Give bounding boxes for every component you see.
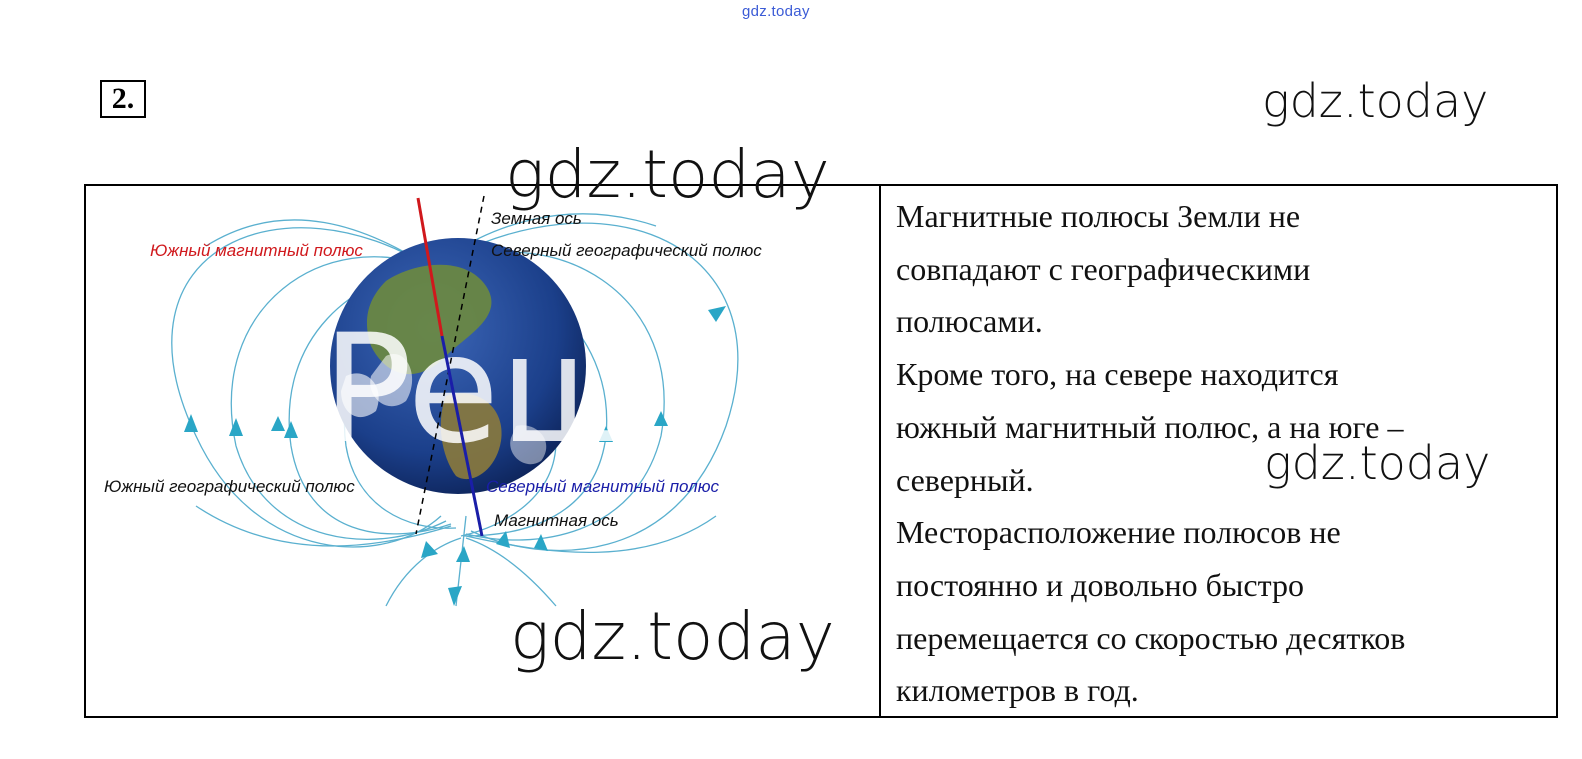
text-line: Магнитные полюсы Земли не bbox=[896, 198, 1301, 234]
watermark: gdz.today bbox=[1264, 436, 1491, 490]
text-line: километров в год. bbox=[896, 672, 1139, 709]
text-line: Кроме того, на севере находится bbox=[896, 356, 1339, 393]
watermark: gdz.today bbox=[1262, 74, 1489, 128]
text-line: северный. bbox=[896, 461, 1034, 498]
label-earth-axis: Земная ось bbox=[491, 209, 582, 228]
watermark: gdz.today bbox=[510, 598, 835, 675]
text-line: перемещается со скоростью десятков bbox=[896, 619, 1406, 656]
globe-overlay-text: Peш bbox=[322, 303, 637, 477]
text-line: постоянно и довольно быстро bbox=[896, 566, 1304, 603]
text-line: Месторасположение полюсов не bbox=[896, 514, 1341, 551]
text-line: совпадают с географическими bbox=[896, 250, 1311, 287]
label-south-geographic-pole: Южный географический полюс bbox=[104, 477, 355, 496]
task-number: 2. bbox=[100, 80, 146, 118]
watermark: gdz.today bbox=[505, 136, 830, 213]
text-line: южный магнитный полюс, а на юге – bbox=[896, 408, 1404, 445]
text-line: полюсами. bbox=[896, 303, 1043, 340]
watermark-top: gdz.today bbox=[742, 3, 810, 20]
label-north-geographic-pole: Северный географический полюс bbox=[491, 241, 762, 260]
table-divider bbox=[879, 184, 881, 718]
label-south-magnetic-pole: Южный магнитный полюс bbox=[150, 241, 363, 260]
label-north-magnetic-pole: Северный магнитный полюс bbox=[486, 477, 719, 496]
label-magnetic-axis: Магнитная ось bbox=[494, 511, 619, 530]
